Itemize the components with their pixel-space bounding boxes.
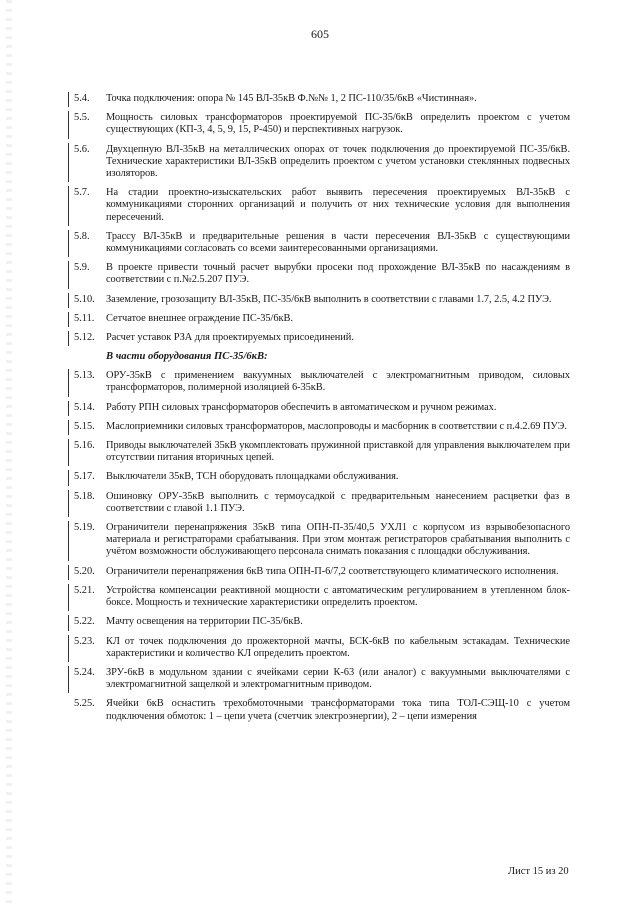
item-text: Трассу ВЛ-35кВ и предварительные решения в части пересечения ВЛ-35кВ с существующими коммуникациями согласовать со всеми заинтересованными организациями. <box>106 230 570 255</box>
item-number: 5.11. <box>74 312 95 324</box>
item-text: Ошиновку ОРУ-35кВ выполнить с термоусадкой с предварительным нанесением расцветки фаз в соответствии с главой 1.1 ПУЭ. <box>106 490 570 514</box>
list-item <box>68 585 570 609</box>
list-item <box>68 262 570 286</box>
item-text: Расчет уставок РЗА для проектируемых присоединений. <box>106 332 354 344</box>
item-number: 5.24. <box>74 666 95 678</box>
item-text: Мачту освещения на территории ПС-35/6кВ. <box>106 616 303 628</box>
item-text: ЗРУ-6кВ в модульном здании с ячейками серии К-63 (или аналог) с вакуумными выключателями с электромагнитной защелкой и электромагнитным приводом. <box>106 666 570 691</box>
requirements-list <box>68 93 570 730</box>
item-text: Сетчатое внешнее ограждение ПС-35/6кВ. <box>106 312 293 324</box>
item-text: В проекте привести точный расчет вырубки просеки под прохождение ВЛ-35кВ по насаждениям в соответствии с п.№2.5.207 ПУЭ. <box>106 262 570 286</box>
item-text: Приводы выключателей 35кВ укомплектовать пружинной приставкой для управления выключателем при отсутствии питания вторичных цепей. <box>106 440 570 464</box>
list-item <box>68 471 570 483</box>
list-item <box>68 667 570 691</box>
item-text: Работу РПН силовых трансформаторов обеспечить в автоматическом и ручном режимах. <box>106 401 497 413</box>
item-number: 5.4. <box>74 93 90 104</box>
item-number: 5.17. <box>74 471 95 483</box>
item-text: Заземление, грозозащиту ВЛ-35кВ, ПС-35/6кВ выполнить в соответствии с главами 1.7, 2.5, 4.2 ПУЭ. <box>106 293 552 305</box>
item-text: Устройства компенсации реактивной мощности с автоматическим регулированием в утепленном блок-боксе. Мощность и технические характеристики определить проектом. <box>106 584 570 609</box>
item-number: 5.25. <box>74 698 95 710</box>
list-item <box>68 421 570 433</box>
list-item <box>68 313 570 325</box>
item-text: Ячейки 6кВ оснастить трехобмоточными трансформаторами тока типа ТОЛ-СЭЩ-10 с учетом подключения обмоток: 1 – цепи учета (счетчик электроэнергии), 2 – цепи измерения <box>106 698 570 722</box>
item-text: Ограничители перенапряжения 6кВ типа ОПН-П-6/7,2 соответствующего климатического исполнения. <box>106 565 559 577</box>
list-item <box>68 93 570 105</box>
item-number: 5.19. <box>74 522 95 534</box>
list-item <box>68 636 570 660</box>
list-item <box>68 491 570 515</box>
list-item <box>68 402 570 414</box>
item-number: 5.5. <box>74 112 90 124</box>
list-item <box>68 144 570 181</box>
item-number: 5.21. <box>74 584 95 596</box>
item-text: ОРУ-35кВ с применением вакуумных выключателей с электромагнитным приводом, силовых трансформаторов, полимерной изоляцией 6-35кВ. <box>106 370 570 394</box>
list-item <box>68 698 570 722</box>
list-item <box>68 370 570 394</box>
item-text: Двухцепную ВЛ-35кВ на металлических опорах от точек подключения до проектируемой ПС-35/6кВ. Технические характеристики ВЛ-35кВ определить проектом с учетом установки стеклянных подвесных изоляторов. <box>106 143 570 180</box>
item-number: 5.16. <box>74 440 95 452</box>
page-number: 605 <box>311 27 329 41</box>
item-text: Точка подключения: опора № 145 ВЛ-35кВ Ф.№№ 1, 2 ПС-110/35/6кВ «Чистинная». <box>106 93 477 104</box>
list-item <box>68 332 570 344</box>
item-number: 5.20. <box>74 565 95 577</box>
list-item <box>68 616 570 628</box>
item-number: 5.9. <box>74 262 90 274</box>
item-number: 5.15. <box>74 420 95 432</box>
item-number: 5.22. <box>74 616 95 628</box>
item-text: Мощность силовых трансформаторов проектируемой ПС-35/6кВ определить проектом с учетом существующих (КП-3, 4, 5, 9, 15, Р-450) и перспективных нагрузок. <box>106 112 570 136</box>
item-number: 5.23. <box>74 635 95 647</box>
scan-edge <box>6 0 12 905</box>
item-number: 5.8. <box>74 230 90 242</box>
item-text: Маслоприемники силовых трансформаторов, маслопроводы и масборник в соответствии с п.4.2.69 ПУЭ. <box>106 420 567 432</box>
list-item <box>68 566 570 578</box>
item-number: 5.6. <box>74 143 90 155</box>
item-number: 5.14. <box>74 401 95 413</box>
item-number: 5.10. <box>74 293 95 305</box>
item-text: КЛ от точек подключения до прожекторной мачты, БСК-6кВ по кабельным эстакадам. Технические характеристики и количество КЛ определить проектом. <box>106 635 570 659</box>
item-number: 5.12. <box>74 332 95 344</box>
list-item <box>68 294 570 306</box>
list-item <box>68 231 570 255</box>
item-text: На стадии проектно-изыскательских работ выявить пересечения проектируемых ВЛ-35кВ с коммуникациями сторонних организаций и получить от них технические условия для выполнения пересечений. <box>106 187 570 223</box>
list-item <box>68 522 570 559</box>
list-item <box>68 187 570 224</box>
item-number: 5.13. <box>74 370 95 382</box>
item-number: 5.7. <box>74 187 90 199</box>
section-subheading: В части оборудования ПС-35/6кВ: <box>106 351 268 363</box>
item-text: Выключатели 35кВ, ТСН оборудовать площадками обслуживания. <box>106 471 399 483</box>
sheet-footer: Лист 15 из 20 <box>508 866 569 877</box>
list-item <box>68 440 570 464</box>
item-number: 5.18. <box>74 490 95 502</box>
item-text: Ограничители перенапряжения 35кВ типа ОПН-П-35/40,5 УХЛ1 с корпусом из взрывобезопасного материала и регистраторами срабатывания. При этом монтаж регистраторов срабатывания выполнить с учётом возможности обслуживающего персонала снимать показания с площадки обслуживания. <box>106 522 570 558</box>
list-item <box>68 112 570 136</box>
